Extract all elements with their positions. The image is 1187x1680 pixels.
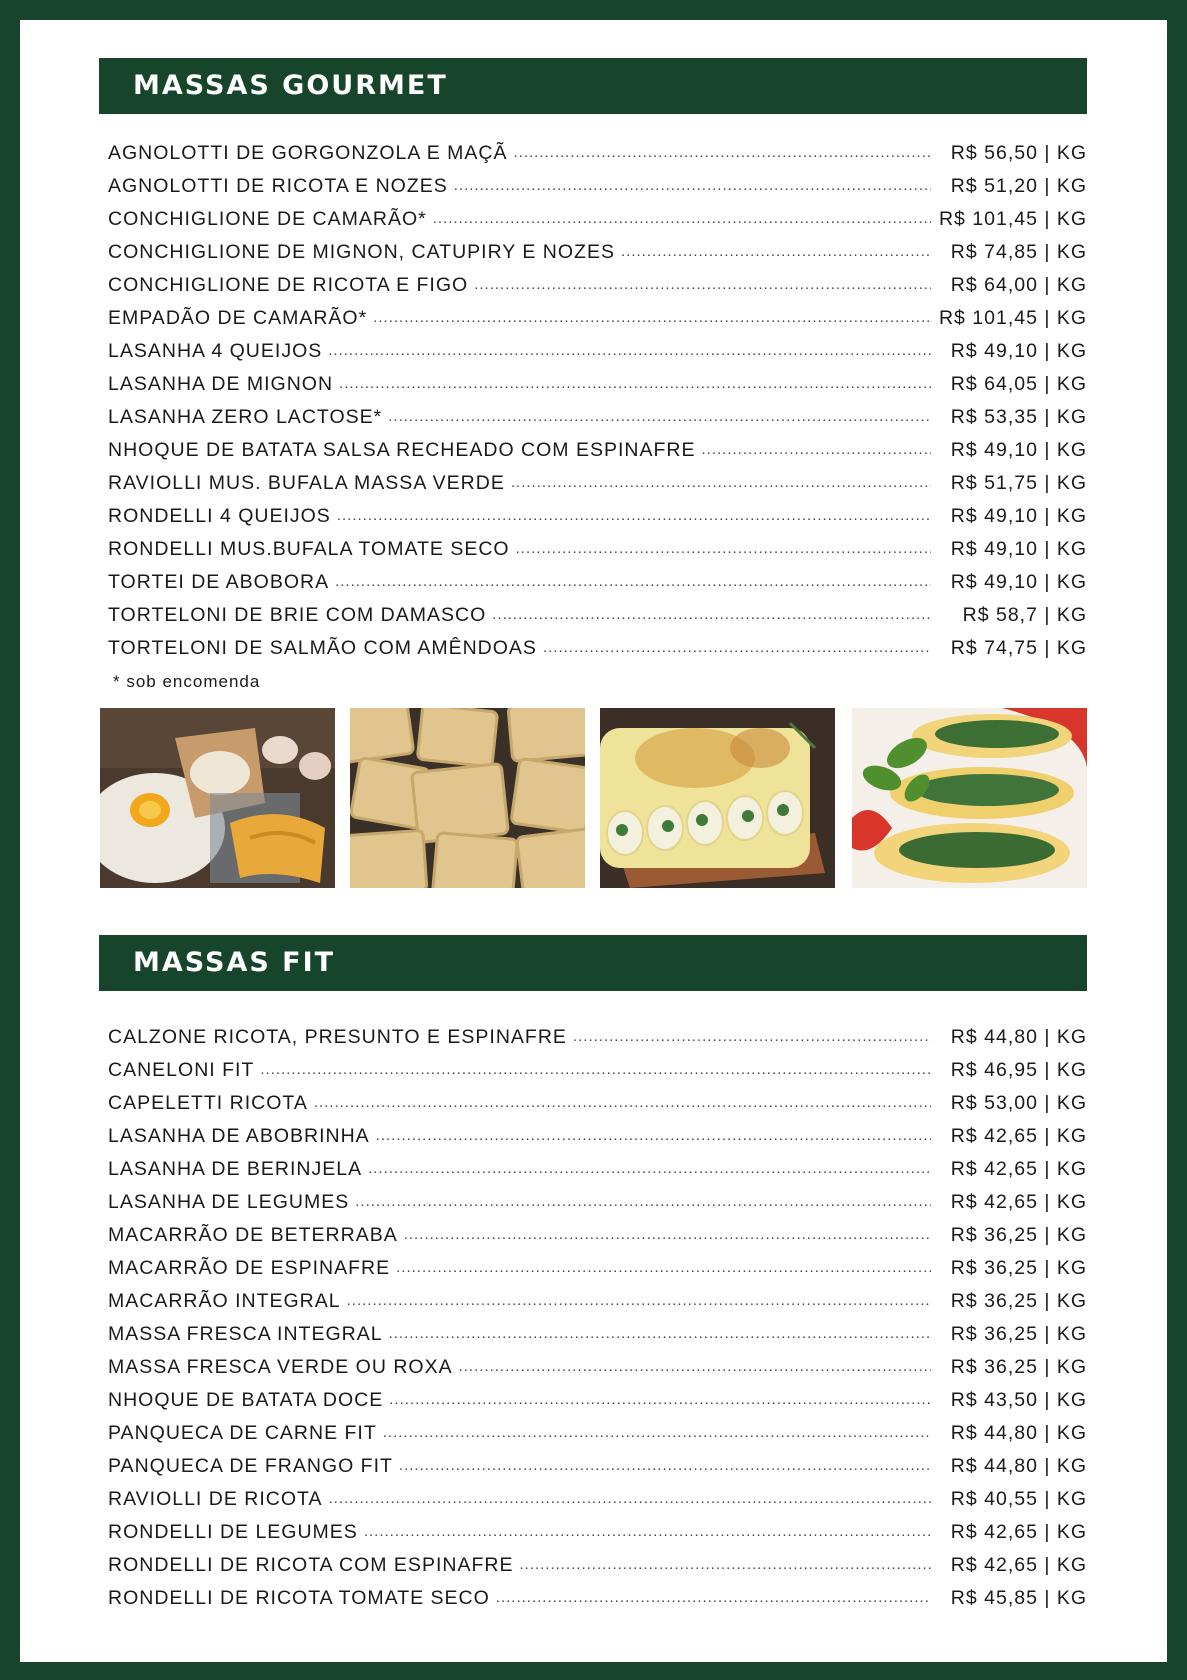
menu-item: [108, 1384, 1093, 1417]
dot-leader: [516, 540, 931, 566]
item-name: TORTEI DE ABOBORA: [108, 571, 330, 593]
item-name: RONDELLI DE LEGUMES: [108, 1521, 358, 1543]
item-name: AGNOLOTTI DE GORGONZOLA E MAÇÃ: [108, 142, 508, 164]
item-name: PANQUECA DE CARNE FIT: [108, 1422, 377, 1444]
item-name: RAVIOLLI DE RICOTA: [108, 1488, 323, 1510]
dot-leader: [389, 1325, 931, 1351]
item-price: R$ 51,75 | KG: [950, 472, 1087, 494]
item-name: MACARRÃO DE ESPINAFRE: [108, 1257, 391, 1279]
menu-item: [108, 599, 1093, 632]
item-name: AGNOLOTTI DE RICOTA E NOZES: [108, 175, 448, 197]
menu-item: [108, 1582, 1093, 1615]
stuffed-shells-photo: [852, 708, 1087, 888]
menu-item: [108, 566, 1093, 599]
dot-leader: [389, 1391, 931, 1417]
menu-item: [108, 1186, 1093, 1219]
item-price: R$ 49,10 | KG: [950, 340, 1087, 362]
dot-leader: [329, 1490, 932, 1516]
dot-leader: [519, 1556, 931, 1582]
item-price: R$ 36,25 | KG: [950, 1356, 1087, 1378]
item-name: CALZONE RICOTA, PRESUNTO E ESPINAFRE: [108, 1026, 567, 1048]
menu-item: [108, 1120, 1093, 1153]
menu-item: [108, 1351, 1093, 1384]
item-name: EMPADÃO DE CAMARÃO*: [108, 307, 368, 329]
section-header-gourmet: MASSAS GOURMET: [99, 58, 1087, 114]
section-header-fit: MASSAS FIT: [99, 935, 1087, 991]
menu-item: [108, 1054, 1093, 1087]
dot-leader: [388, 408, 931, 434]
menu-item: [108, 1483, 1093, 1516]
item-price: R$ 53,00 | KG: [950, 1092, 1087, 1114]
menu-item: [108, 1417, 1093, 1450]
item-price: R$ 42,65 | KG: [950, 1554, 1087, 1576]
menu-item: [108, 1516, 1093, 1549]
item-price: R$ 101,45 | KG: [938, 208, 1087, 230]
item-price: R$ 49,10 | KG: [950, 439, 1087, 461]
item-name: LASANHA DE MIGNON: [108, 373, 334, 395]
menu-item: [108, 533, 1093, 566]
dot-leader: [573, 1028, 931, 1054]
item-price: R$ 49,10 | KG: [950, 505, 1087, 527]
dot-leader: [621, 243, 931, 269]
item-name: TORTELONI DE SALMÃO COM AMÊNDOAS: [108, 637, 537, 659]
menu-item: [108, 1285, 1093, 1318]
menu-item: [108, 1153, 1093, 1186]
item-name: TORTELONI DE BRIE COM DAMASCO: [108, 604, 487, 626]
item-price: R$ 51,20 | KG: [950, 175, 1087, 197]
item-name: CONCHIGLIONE DE RICOTA E FIGO: [108, 274, 469, 296]
menu-item: [108, 302, 1093, 335]
menu-item: [108, 170, 1093, 203]
item-name: LASANHA DE BERINJELA: [108, 1158, 363, 1180]
item-price: R$ 64,00 | KG: [950, 274, 1087, 296]
item-price: R$ 56,50 | KG: [950, 142, 1087, 164]
fit-menu-list: [108, 1021, 1093, 1615]
menu-item: [108, 1219, 1093, 1252]
menu-item: [108, 137, 1093, 170]
item-name: LASANHA ZERO LACTOSE*: [108, 406, 383, 428]
menu-item: [108, 1087, 1093, 1120]
item-price: R$ 36,25 | KG: [950, 1257, 1087, 1279]
item-price: R$ 42,65 | KG: [950, 1125, 1087, 1147]
item-price: R$ 46,95 | KG: [950, 1059, 1087, 1081]
menu-item: [108, 203, 1093, 236]
menu-item: [108, 1549, 1093, 1582]
item-name: LASANHA 4 QUEIJOS: [108, 340, 323, 362]
dot-leader: [335, 573, 931, 599]
item-name: RONDELLI DE RICOTA COM ESPINAFRE: [108, 1554, 514, 1576]
item-price: R$ 58,7 | KG: [962, 604, 1087, 626]
dot-leader: [474, 276, 931, 302]
item-name: PANQUECA DE FRANGO FIT: [108, 1455, 393, 1477]
dot-leader: [511, 474, 931, 500]
menu-item: [108, 1318, 1093, 1351]
dot-leader: [702, 441, 932, 467]
item-price: R$ 44,80 | KG: [950, 1455, 1087, 1477]
item-name: MACARRÃO DE BETERRABA: [108, 1224, 398, 1246]
menu-item: [108, 632, 1093, 665]
dot-leader: [347, 1292, 931, 1318]
item-price: R$ 44,80 | KG: [950, 1422, 1087, 1444]
dot-leader: [376, 1127, 931, 1153]
item-price: R$ 49,10 | KG: [950, 571, 1087, 593]
dot-leader: [383, 1424, 931, 1450]
flour-and-egg-photo: [100, 708, 335, 888]
dot-leader: [328, 342, 931, 368]
item-price: R$ 40,55 | KG: [950, 1488, 1087, 1510]
menu-item: [108, 434, 1093, 467]
menu-item: [108, 401, 1093, 434]
item-price: R$ 42,65 | KG: [950, 1191, 1087, 1213]
menu-item: [108, 1252, 1093, 1285]
item-price: R$ 43,50 | KG: [950, 1389, 1087, 1411]
item-name: CANELONI FIT: [108, 1059, 255, 1081]
item-price: R$ 74,85 | KG: [950, 241, 1087, 263]
item-price: R$ 36,25 | KG: [950, 1290, 1087, 1312]
dot-leader: [404, 1226, 931, 1252]
item-name: CONCHIGLIONE DE MIGNON, CATUPIRY E NOZES: [108, 241, 615, 263]
item-name: MASSA FRESCA VERDE OU ROXA: [108, 1356, 453, 1378]
item-name: RAVIOLLI MUS. BUFALA MASSA VERDE: [108, 472, 505, 494]
item-price: R$ 36,25 | KG: [950, 1323, 1087, 1345]
dot-leader: [433, 210, 931, 236]
menu-item: [108, 500, 1093, 533]
ravioli-photo: [350, 708, 585, 888]
item-name: RONDELLI DE RICOTA TOMATE SECO: [108, 1587, 490, 1609]
footnote: * sob encomenda: [113, 672, 261, 691]
dot-leader: [492, 606, 931, 632]
dot-leader: [496, 1589, 931, 1615]
item-price: R$ 42,65 | KG: [950, 1521, 1087, 1543]
dot-leader: [368, 1160, 931, 1186]
dot-leader: [543, 639, 931, 665]
item-price: R$ 64,05 | KG: [950, 373, 1087, 395]
menu-item: [108, 269, 1093, 302]
menu-item: [108, 236, 1093, 269]
dot-leader: [364, 1523, 931, 1549]
dot-leader: [339, 375, 931, 401]
dot-leader: [260, 1061, 931, 1087]
menu-item: [108, 467, 1093, 500]
item-price: R$ 101,45 | KG: [938, 307, 1087, 329]
menu-item: [108, 1450, 1093, 1483]
menu-page: [20, 20, 1167, 1662]
dot-leader: [373, 309, 931, 335]
dot-leader: [459, 1358, 931, 1384]
dot-leader: [314, 1094, 931, 1120]
menu-item: [108, 335, 1093, 368]
cannelloni-photo: [600, 708, 835, 888]
item-price: R$ 53,35 | KG: [950, 406, 1087, 428]
item-price: R$ 45,85 | KG: [950, 1587, 1087, 1609]
item-price: R$ 44,80 | KG: [950, 1026, 1087, 1048]
dot-leader: [337, 507, 931, 533]
item-name: MACARRÃO INTEGRAL: [108, 1290, 341, 1312]
item-price: R$ 74,75 | KG: [950, 637, 1087, 659]
item-name: RONDELLI MUS.BUFALA TOMATE SECO: [108, 538, 510, 560]
menu-item: [108, 1021, 1093, 1054]
item-name: LASANHA DE LEGUMES: [108, 1191, 350, 1213]
dot-leader: [513, 144, 931, 170]
item-name: LASANHA DE ABOBRINHA: [108, 1125, 370, 1147]
item-name: NHOQUE DE BATATA SALSA RECHEADO COM ESPINAFRE: [108, 439, 696, 461]
item-name: RONDELLI 4 QUEIJOS: [108, 505, 331, 527]
dot-leader: [399, 1457, 931, 1483]
item-name: MASSA FRESCA INTEGRAL: [108, 1323, 383, 1345]
item-price: R$ 42,65 | KG: [950, 1158, 1087, 1180]
item-price: R$ 49,10 | KG: [950, 538, 1087, 560]
item-name: CONCHIGLIONE DE CAMARÃO*: [108, 208, 427, 230]
dot-leader: [355, 1193, 931, 1219]
gourmet-menu-list: [108, 137, 1093, 665]
item-price: R$ 36,25 | KG: [950, 1224, 1087, 1246]
item-name: NHOQUE DE BATATA DOCE: [108, 1389, 384, 1411]
item-name: CAPELETTI RICOTA: [108, 1092, 308, 1114]
dot-leader: [396, 1259, 931, 1285]
menu-item: [108, 368, 1093, 401]
dot-leader: [454, 177, 931, 203]
